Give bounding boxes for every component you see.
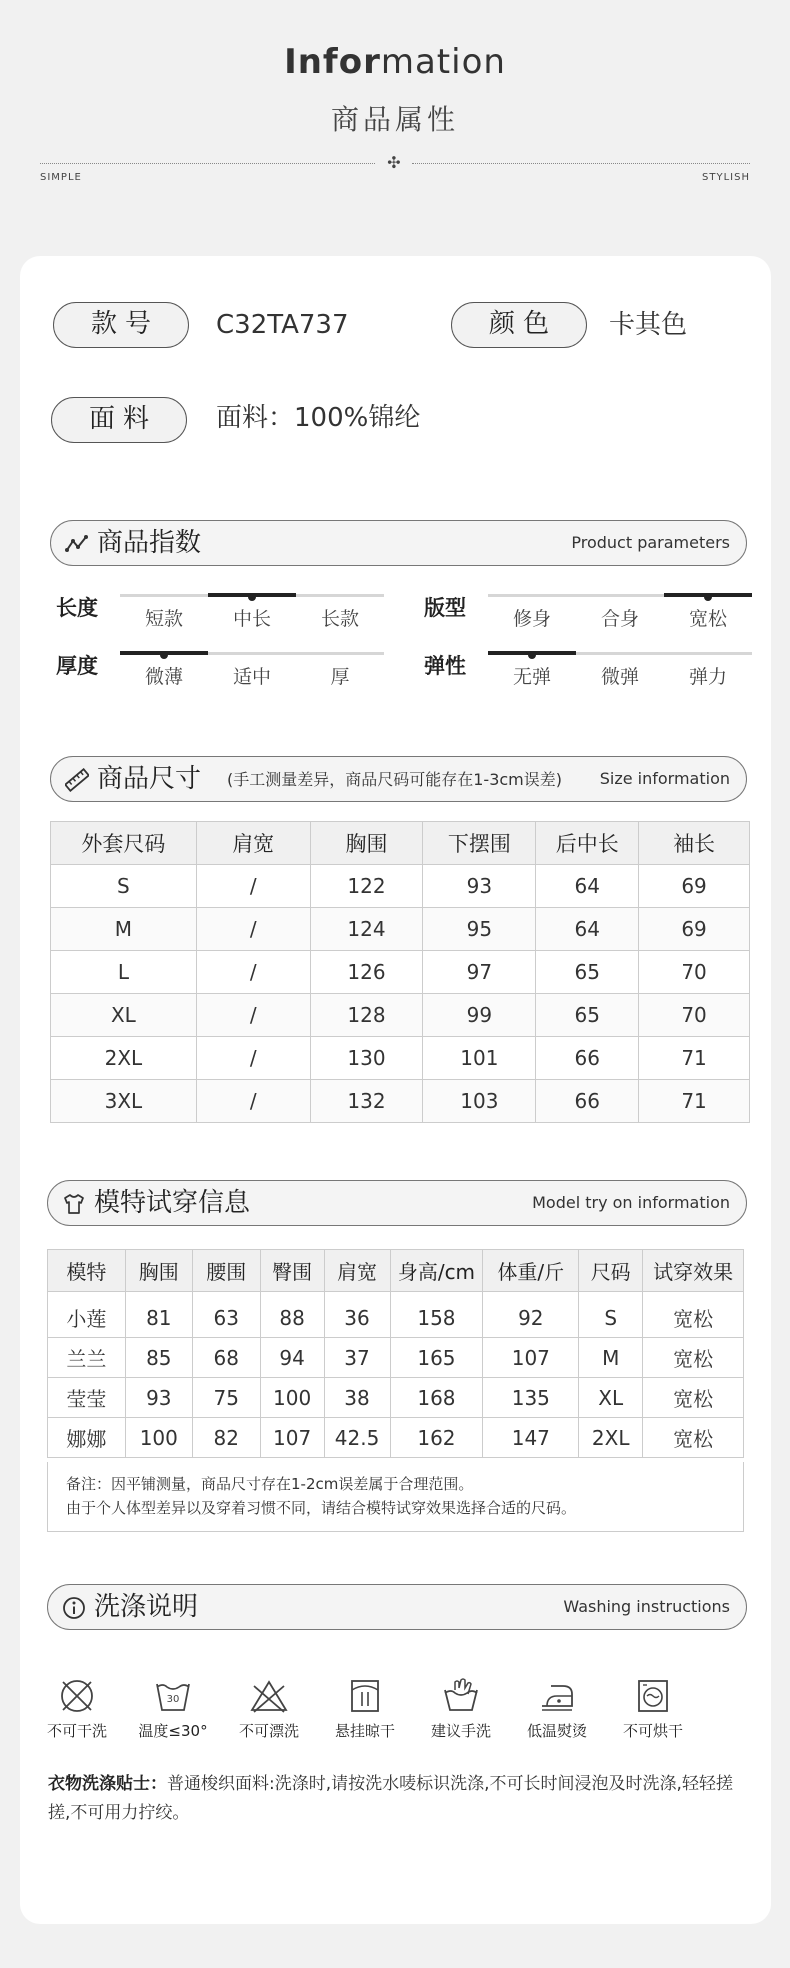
wash-item [320,1676,410,1741]
table-cell: 100 [125,1418,192,1458]
wash-tip-label: 衣物洗涤贴士： [48,1774,167,1794]
table-header-cell: 身高/cm [390,1250,483,1292]
table-cell: 126 [310,951,423,994]
table-cell: 94 [260,1338,324,1378]
param-label-elasticity: 弹性 [424,654,466,678]
table-cell: 128 [310,994,423,1037]
table-cell: 92 [483,1292,579,1338]
table-cell: 70 [639,951,750,994]
shirt-icon [62,1192,86,1216]
table-cell: / [196,908,310,951]
divider-left [40,163,375,164]
table-header-cell: 体重/斤 [483,1250,579,1292]
table-cell: 88 [260,1292,324,1338]
table-header-cell: 胸围 [125,1250,192,1292]
table-cell: 158 [390,1292,483,1338]
section-title: 洗涤说明 [94,1592,199,1622]
table-cell: 2XL [579,1418,643,1458]
wash-tip [48,1770,748,1828]
section-english: Product parameters [571,533,730,552]
param-scale-thickness [120,652,384,692]
table-cell: S [51,865,197,908]
table-header-cell: 臀围 [260,1250,324,1292]
table-cell: 122 [310,865,423,908]
table-row [51,1080,750,1123]
param-scale-length [120,594,384,634]
table-row [51,865,750,908]
table-cell: 66 [536,1080,639,1123]
table-cell: 宽松 [643,1418,744,1458]
table-cell: 95 [423,908,536,951]
ruler-icon [65,768,89,792]
no-tumble-dry-icon [633,1676,673,1716]
wash-item [224,1676,314,1741]
table-cell: 莹莹 [48,1378,126,1418]
attr-value-fabric: 面料：100%锦纶 [216,403,421,433]
table-cell: 107 [483,1338,579,1378]
title-light: mation [380,42,506,82]
table-cell: M [51,908,197,951]
wash-label: 低温熨烫 [526,1722,587,1740]
section-title: 模特试穿信息 [94,1188,251,1218]
table-cell: 65 [536,994,639,1037]
table-header-cell: 腰围 [192,1250,260,1292]
table-row [51,1037,750,1080]
scale-marker [160,651,168,659]
size-table [50,821,750,1123]
wash-item [512,1676,602,1741]
table-cell: 97 [423,951,536,994]
table-cell: 101 [423,1037,536,1080]
scale-option: 微薄 [144,666,183,688]
scale-option: 弹力 [688,666,727,688]
table-cell: 2XL [51,1037,197,1080]
table-cell: M [579,1338,643,1378]
wash-30-icon [153,1676,193,1716]
table-cell: 娜娜 [48,1418,126,1458]
table-cell: 68 [192,1338,260,1378]
divider-right [412,163,750,164]
table-cell: 93 [423,865,536,908]
wash-label: 不可烘干 [622,1722,683,1740]
scale-option: 修身 [512,608,551,630]
table-cell: 42.5 [324,1418,390,1458]
table-cell: 107 [260,1418,324,1458]
section-size-information [50,756,747,802]
param-scale-fit [488,594,752,634]
table-header-cell: 试穿效果 [643,1250,744,1292]
table-cell: XL [51,994,197,1037]
table-row [48,1378,744,1418]
svg-text:30: 30 [166,1694,180,1705]
wash-label: 建议手洗 [430,1722,491,1740]
no-dry-clean-icon [57,1676,97,1716]
attr-value-style-no: C32TA737 [216,310,349,340]
wash-label: 温度≤30° [138,1722,208,1740]
scale-option: 适中 [232,666,271,688]
section-title: 商品尺寸 [97,764,202,794]
table-cell: 36 [324,1292,390,1338]
table-cell: XL [579,1378,643,1418]
table-cell: 130 [310,1037,423,1080]
scale-option: 无弹 [512,666,551,688]
table-cell: 162 [390,1418,483,1458]
page-title [0,42,790,82]
table-cell: 85 [125,1338,192,1378]
table-cell: 宽松 [643,1292,744,1338]
table-cell: / [196,865,310,908]
param-label-thickness: 厚度 [56,654,98,678]
scale-option: 宽松 [688,608,727,630]
attr-label-fabric: 面料 [51,397,187,443]
wash-item [128,1676,218,1741]
table-row [48,1338,744,1378]
table-cell: 81 [125,1292,192,1338]
scale-option: 微弹 [600,666,639,688]
table-cell: 168 [390,1378,483,1418]
table-header-cell: 肩宽 [324,1250,390,1292]
title-bold: Infor [284,42,381,82]
table-cell: 37 [324,1338,390,1378]
attr-label-style-no: 款号 [53,302,189,348]
wash-item [32,1676,122,1741]
model-note [47,1462,744,1532]
model-note-line: 由于个人体型差异以及穿着习惯不同，请结合模特试穿效果选择合适的尺码。 [66,1499,577,1517]
info-icon [62,1596,86,1620]
wash-label: 悬挂晾干 [334,1722,395,1740]
info-card [20,256,771,1924]
table-cell: 71 [639,1037,750,1080]
table-row [51,951,750,994]
param-scale-elasticity [488,652,752,692]
table-cell: 38 [324,1378,390,1418]
table-header-cell: 尺码 [579,1250,643,1292]
table-cell: 70 [639,994,750,1037]
wash-tip-text: 普通梭织面料:洗涤时,请按洗水唛标识洗涤,不可长时间浸泡及时洗涤,轻轻搓搓,不可用力拧绞。 [48,1774,733,1823]
table-cell: 64 [536,908,639,951]
table-cell: 小莲 [48,1292,126,1338]
table-cell: 63 [192,1292,260,1338]
table-header-cell: 肩宽 [196,822,310,865]
table-row [51,994,750,1037]
table-row [51,908,750,951]
table-header-cell: 袖长 [639,822,750,865]
table-cell: 宽松 [643,1378,744,1418]
table-cell: 69 [639,908,750,951]
scale-option: 短款 [144,608,183,630]
table-header-cell: 下摆围 [423,822,536,865]
table-row [48,1292,744,1338]
table-cell: 93 [125,1378,192,1418]
section-model-information [47,1180,747,1226]
section-washing-instructions [47,1584,747,1630]
scale-option: 中长 [232,608,271,630]
table-cell: / [196,1037,310,1080]
page-subtitle: 商品属性 [330,103,459,136]
wash-label: 不可漂洗 [238,1722,299,1740]
table-header-cell: 胸围 [310,822,423,865]
table-cell: 124 [310,908,423,951]
table-cell: 64 [536,865,639,908]
param-label-fit: 版型 [424,596,466,620]
header-right-tag: STYLISH [702,172,750,183]
wash-label: 不可干洗 [46,1722,107,1740]
table-cell: 99 [423,994,536,1037]
scale-option: 长款 [320,608,359,630]
model-table [47,1249,744,1458]
section-english: Size information [599,769,730,788]
table-cell: 兰兰 [48,1338,126,1378]
low-iron-icon [537,1676,577,1716]
table-cell: 147 [483,1418,579,1458]
model-note-line: 备注：因平铺测量，商品尺寸存在1-2cm误差属于合理范围。 [66,1475,474,1493]
table-cell: / [196,994,310,1037]
table-cell: 3XL [51,1080,197,1123]
scale-option: 合身 [600,608,639,630]
table-cell: L [51,951,197,994]
table-cell: 82 [192,1418,260,1458]
header-left-tag: SIMPLE [40,172,82,183]
table-cell: S [579,1292,643,1338]
table-cell: 132 [310,1080,423,1123]
table-cell: 69 [639,865,750,908]
scale-option: 厚 [330,666,350,688]
table-cell: 66 [536,1037,639,1080]
table-cell: 宽松 [643,1338,744,1378]
section-note: (手工测量差异，商品尺码可能存在1-3cm误差) [227,770,563,789]
param-label-length: 长度 [56,596,98,620]
table-cell: 71 [639,1080,750,1123]
section-english: Washing instructions [563,1597,730,1616]
table-cell: 75 [192,1378,260,1418]
table-row [48,1418,744,1458]
wash-item [608,1676,698,1741]
no-bleach-icon [249,1676,289,1716]
scale-marker [248,593,256,601]
table-header-cell: 外套尺码 [51,822,197,865]
cross-ornament-icon: ✣ [387,153,401,172]
table-cell: 103 [423,1080,536,1123]
attr-label-color: 颜色 [451,302,587,348]
section-english: Model try on information [532,1193,730,1212]
section-title: 商品指数 [97,528,202,558]
table-header-cell: 模特 [48,1250,126,1292]
table-cell: 135 [483,1378,579,1418]
scale-marker [528,651,536,659]
table-cell: 65 [536,951,639,994]
table-cell: 165 [390,1338,483,1378]
table-cell: / [196,1080,310,1123]
scale-marker [704,593,712,601]
line-chart-icon [65,532,89,556]
hand-wash-icon [441,1676,481,1716]
wash-item [416,1676,506,1741]
section-product-parameters [50,520,747,566]
table-cell: 100 [260,1378,324,1418]
hang-dry-icon [345,1676,385,1716]
table-cell: / [196,951,310,994]
table-header-cell: 后中长 [536,822,639,865]
attr-value-color: 卡其色 [609,310,688,340]
